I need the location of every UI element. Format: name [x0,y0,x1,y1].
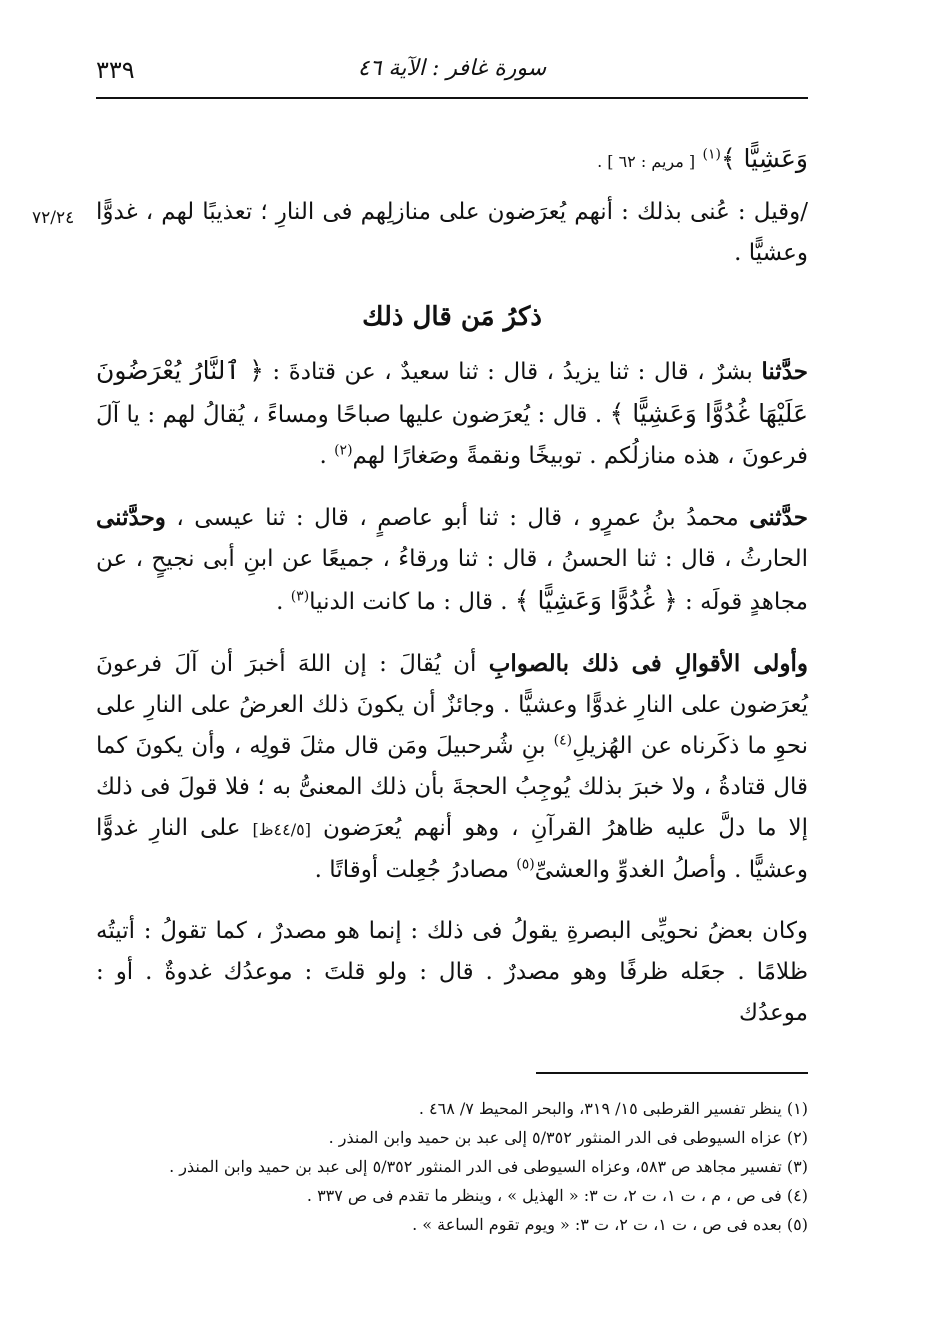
footnote-ref-5: (٥) [516,856,535,873]
header-rule [96,97,808,99]
margin-reference: ٧٢/٢٤ [32,208,75,228]
paragraph-mujahid: حدَّثنى محمدُ بنُ عمرٍو ، قال : ثنا أبو عاصمٍ ، قال : ثنا عيسى ، وحدَّثنى الحارثُ ، قال : ثنا الحسنُ ، قال : ثنا ورقاءُ ، جميعًا عن ابنِ أبى نجيحٍ ، عن مجاهدٍ قولَه : ﴿ غُدُوًّا وَعَشِيًّا ﴾ . قال : ما كانت الدنيا$^{(٣)}$ . [96,504,808,615]
manuscript-ref: [٤٤/٥ظ] [252,820,311,839]
quran-quote: ﴿ ٱلنَّارُ يُعْرَضُونَ عَلَيْهَا غُدُوًّا وَعَشِيًّا ﴾ [96,356,808,428]
running-title: سورة غافر : الآية ٤٦ [357,56,547,81]
isnad-text: محمدُ بنُ عمرٍو ، قال : ثنا أبو عاصمٍ ، قال : ثنا عيسى ، [165,505,750,531]
paragraph-preferred-view: وأولى الأقوالِ فى ذلك بالصوابِ أن يُقالَ : إن اللهَ أخبرَ أن آلَ فرعونَ يُعرَضون على النارِ غدوًّا وعشيًّا . وجائزٌ أن يكونَ ذلك العرضُ على النارِ على نحوِ ما ذكَرناه عن الهُزيلِ$^{(٤)}$ بنِ شُرحبيلَ ومَن قال مثلَ قولِه ، وأن يكونَ كما قال قتادةُ ، ولا خبرَ بذلك يُوجِبُ الحجةَ بأن ذلك المعنىُّ به ؛ فلا قولَ فى ذلك إلا ما دلَّ عليه ظاهرُ القرآنِ ، وهو أنهم يُعرَضون [٤٤/٥ظ] على النارِ غدوًّا وعشيًّا . وأصلُ الغدوِّ والعشىِّ$^{(٥)}$ مصادرُ جُعِلت أوقاتًا . [96,650,809,883]
isnad-text-2: الحارثُ ، قال : ثنا الحسنُ ، قال : ثنا ورقاءُ ، جميعًا عن ابنِ أبى نجيحٍ ، عن مجاهدٍ قولَه : [96,546,808,615]
paragraph-lead: وأولى الأقوالِ فى ذلك بالصوابِ [488,650,808,677]
narration-lead: حدَّثنى [749,504,808,531]
verse-citation: [ مريم : ٦٢ ] . [597,152,696,171]
narration-lead: حدَّثنا [761,358,808,385]
page-number: ٣٣٩ [96,56,135,84]
section-heading: ذكرُ مَن قال ذلك [362,302,542,332]
page-header [96,52,808,96]
quran-quote: وَعَشِيًّا ﴾ [720,144,808,173]
footnotes [96,1094,808,1239]
footnote-ref-3: (٣) [290,588,310,605]
paragraph-wa-qila: /وقيل : عُنى بذلك : أنهم يُعرَضون على منازلِهم فى النارِ ؛ تعذيبًا لهم ، غدوًّا وعشيًّا . [96,199,808,266]
main-text [96,138,808,1034]
footnote-1: (١) ينظر تفسير القرطبى ١٥/ ٣١٩، والبحر المحيط ٧/ ٤٦٨ . [418,1099,808,1118]
footnote-3: (٣) تفسير مجاهد ص ٥٨٣، وعزاه السيوطى فى الدر المنثور ٥/٣٥٢ إلى عبد بن حميد وابن المنذر . [169,1157,808,1176]
footnote-5: (٥) بعده فى ص ، ت ١، ت ٢، ت ٣: « ويوم تقوم الساعة » . [412,1215,808,1234]
footnote-rule [536,1072,808,1074]
paragraph-qatada: حدَّثنا بشرٌ ، قال : ثنا يزيدُ ، قال : ثنا سعيدٌ ، عن قتادةَ : ﴿ ٱلنَّارُ يُعْرَضُونَ عَلَيْهَا غُدُوًّا وَعَشِيًّا ﴾ . قال : يُعرَضون عليها صباحًا ومساءً ، يُقالُ لهم : يا آلَ فرعونَ ، هذه منازلُكم . توبيخًا ونقمةً وصَغارًا لهم$^{(٢)}$ . [96,356,808,469]
commentary-text: . قال : يُعرَضون عليها صباحًا ومساءً ، يُقالُ لهم : يا آلَ فرعونَ ، هذه منازلُكم . توبيخًا ونقمةً وصَغارًا لهم [96,402,808,469]
paragraph-basra-grammarians: وكان بعضُ نحويِّى البصرةِ يقولُ فى ذلك : إنما هو مصدرٌ ، كما تقولُ : أتيتُه ظلامًا . جعَله ظرفًا وهو مصدرٌ . قال : ولو قلتَ : موعدُك غدوةٌ . أو : موعدُك [96,918,808,1026]
quran-verse-ending [96,138,808,182]
quran-quote: ﴿ غُدُوًّا وَعَشِيًّا ﴾ [514,586,678,615]
footnote-ref-1: (١) [702,146,721,163]
isnad-text: بشرٌ ، قال : ثنا يزيدُ ، قال : ثنا سعيدٌ ، عن قتادةَ : [263,359,762,385]
commentary-text: . قال : ما كانت الدنيا [309,589,515,615]
narration-lead-2: وحدَّثنى [96,504,166,531]
footnote-2: (٢) عزاه السيوطى فى الدر المنثور ٥/٣٥٢ إلى عبد بن حميد وابن المنذر . [328,1128,808,1147]
footnote-4: (٤) فى ص ، م ، ت ١، ت ٢، ت ٣: « الهذيل » ، وينظر ما تقدم فى ص ٣٣٧ . [306,1186,808,1205]
footnote-ref-4: (٤) [553,732,573,749]
footnote-ref-2: (٢) [334,442,353,459]
